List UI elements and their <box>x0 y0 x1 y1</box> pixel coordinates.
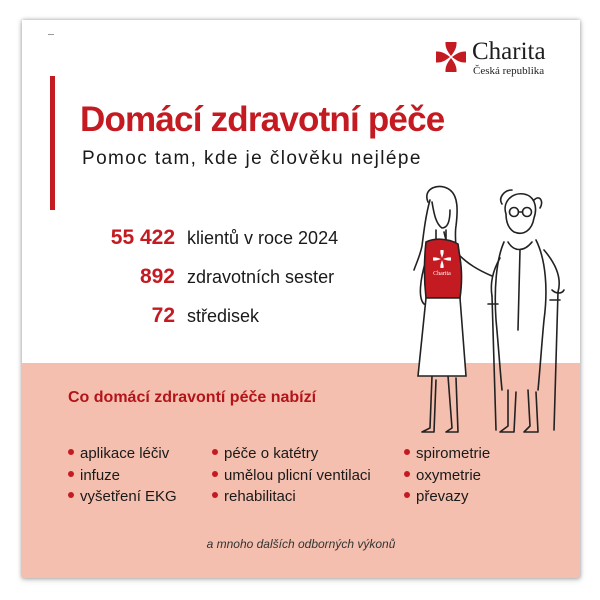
bullet-icon <box>68 471 74 477</box>
list-item: vyšetření EKG <box>68 486 177 508</box>
stat-centers <box>22 304 422 330</box>
charita-logo <box>434 38 574 78</box>
page-subtitle: Pomoc tam, kde je člověku nejlépe <box>82 148 422 169</box>
bullet-icon <box>212 492 218 498</box>
bullet-icon <box>212 471 218 477</box>
stat-value: 55 422 <box>110 226 175 249</box>
footnote: a mnoho dalších odborných výkonů <box>206 537 396 551</box>
stat-clients <box>22 226 422 252</box>
list-item: oxymetrie <box>404 465 490 487</box>
accent-bar <box>50 76 55 210</box>
list-item: infuze <box>68 465 177 487</box>
stat-value: 72 <box>151 304 175 327</box>
bullet-icon <box>68 449 74 455</box>
list-item: umělou plicní ventilaci <box>212 465 371 487</box>
page-title: Domácí zdravotní péče <box>80 100 445 139</box>
list-item: rehabilitaci <box>212 486 371 508</box>
bullet-icon <box>404 471 410 477</box>
list-item: aplikace léčiv <box>68 443 177 465</box>
offers-column-1 <box>68 443 177 508</box>
nurse-and-elderly-man-illustration <box>396 180 580 440</box>
bullet-icon <box>212 449 218 455</box>
charita-cross-icon <box>434 40 468 74</box>
stat-label: zdravotních sester <box>187 267 335 287</box>
offers-column-3 <box>404 443 490 508</box>
bullet-icon <box>404 449 410 455</box>
badge-text: Charita <box>433 271 451 277</box>
logo-subtitle: Česká republika <box>473 65 545 77</box>
list-item: převazy <box>404 486 490 508</box>
bullet-icon <box>404 492 410 498</box>
corner-mark <box>48 34 54 35</box>
stat-value: 892 <box>139 265 175 288</box>
stat-label: středisek <box>187 306 260 326</box>
list-item: péče o katétry <box>212 443 371 465</box>
offers-column-2 <box>212 443 371 508</box>
logo-name: Charita <box>472 38 546 65</box>
stat-nurses <box>22 265 422 291</box>
stat-label: klientů v roce 2024 <box>187 228 339 248</box>
infographic-card <box>22 20 580 578</box>
list-item: spirometrie <box>404 443 490 465</box>
bullet-icon <box>68 492 74 498</box>
offers-heading: Co domácí zdravontí péče nabízí <box>68 389 317 406</box>
